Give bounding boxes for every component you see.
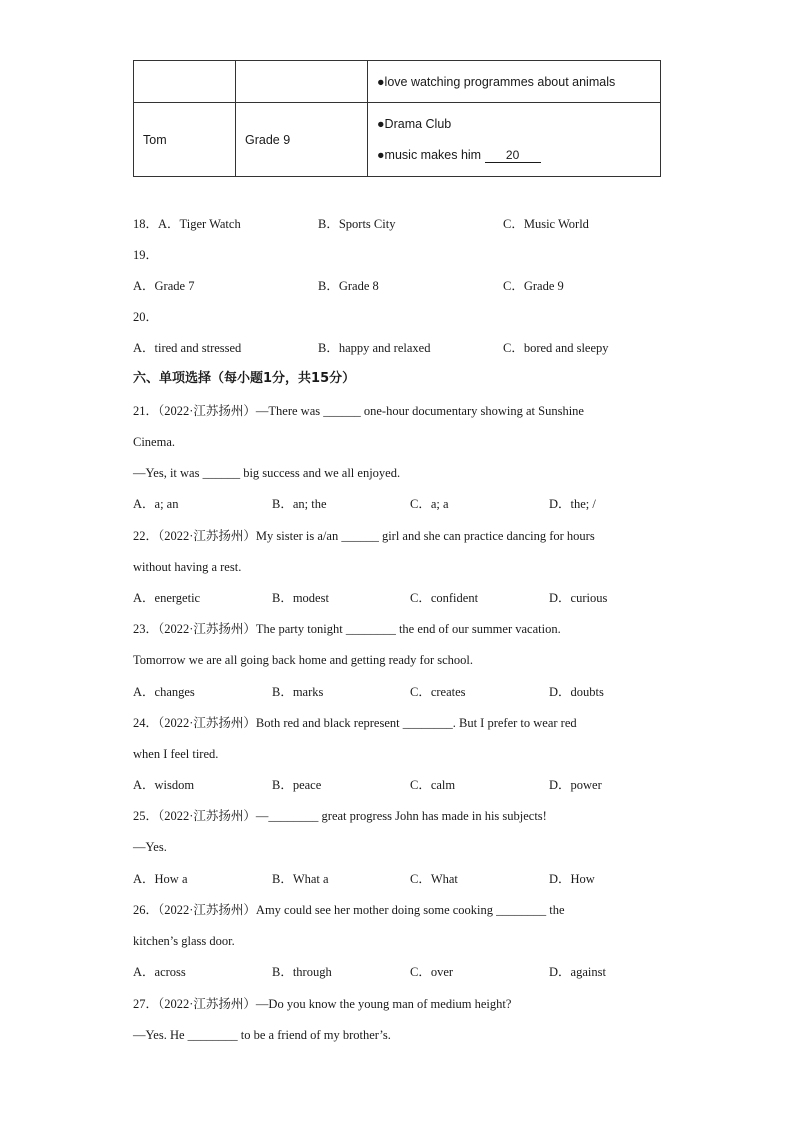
option-d: D．the; / <box>549 497 596 511</box>
option-c: C．calm <box>410 778 456 792</box>
option-b: B．modest <box>272 591 329 605</box>
question-25-line2: —Yes. <box>133 840 167 854</box>
option-c: C．creates <box>410 685 466 699</box>
table-row <box>134 103 661 177</box>
question-23-line1: 23．（2022·江苏扬州）The party tonight ________ the end of our summer vacation. <box>133 622 561 636</box>
detail-text: ●music makes him <box>377 147 482 162</box>
option-b: B．marks <box>272 685 324 699</box>
option-c: C．What <box>410 872 458 886</box>
option-b: B．peace <box>272 778 322 792</box>
question-26-line1: 26．（2022·江苏扬州）Amy could see her mother doing some cooking ________ the <box>133 903 565 917</box>
option-b: B．an; the <box>272 497 327 511</box>
table-cell <box>134 61 236 103</box>
table-row <box>134 61 661 103</box>
question-19-number: 19． <box>133 248 159 262</box>
question-21-line3: —Yes, it was ______ big success and we all enjoyed. <box>133 466 401 480</box>
option-c: C．a; a <box>410 497 449 511</box>
option-c: C．bored and sleepy <box>503 341 609 355</box>
option-b: B．happy and relaxed <box>318 341 431 355</box>
option-d: D．How <box>549 872 595 886</box>
option-c: C．Grade 9 <box>503 279 564 293</box>
question-24-line2: when I feel tired. <box>133 747 219 761</box>
question-21-line2: Cinema. <box>133 435 176 449</box>
table-cell <box>236 61 368 103</box>
option-d: D．against <box>549 965 606 979</box>
info-table <box>133 60 661 177</box>
detail-item: ●Drama Club <box>377 116 452 131</box>
question-27-line1: 27．（2022·江苏扬州）—Do you know the young man of medium height? <box>133 997 512 1011</box>
option-b: B．What a <box>272 872 329 886</box>
table-cell-grade: Grade 9 <box>236 103 368 177</box>
question-number: 18． <box>133 217 159 231</box>
option-a: A．tired and stressed <box>133 341 242 355</box>
question-23-line2: Tomorrow we are all going back home and getting ready for school. <box>133 653 473 667</box>
option-b: B．through <box>272 965 332 979</box>
question-26-line2: kitchen’s glass door. <box>133 934 235 948</box>
option-c: C．over <box>410 965 454 979</box>
option-a: A．Grade 7 <box>133 279 195 293</box>
table-cell: ●love watching programmes about animals <box>368 61 661 103</box>
option-a: A．Tiger Watch <box>158 217 241 231</box>
option-a: A．a; an <box>133 497 179 511</box>
question-21-line1: 21．（2022·江苏扬州）—There was ______ one-hour documentary showing at Sunshine <box>133 404 584 418</box>
option-d: D．power <box>549 778 602 792</box>
option-a: A．across <box>133 965 186 979</box>
table-cell-name: Tom <box>134 103 236 177</box>
question-20-number: 20． <box>133 310 159 324</box>
option-a: A．How a <box>133 872 188 886</box>
option-d: D．doubts <box>549 685 604 699</box>
option-a: A．wisdom <box>133 778 195 792</box>
option-b: B．Grade 8 <box>318 279 379 293</box>
question-22-line2: without having a rest. <box>133 560 242 574</box>
option-c: C．confident <box>410 591 479 605</box>
detail-item <box>377 140 651 171</box>
question-27-line2: —Yes. He ________ to be a friend of my brother’s. <box>133 1028 391 1042</box>
question-22-line1: 22．（2022·江苏扬州）My sister is a/an ______ girl and she can practice dancing for hours <box>133 529 595 543</box>
question-24-line1: 24．（2022·江苏扬州）Both red and black represent ________. But I prefer to wear red <box>133 716 577 730</box>
option-c: C．Music World <box>503 217 589 231</box>
answer-blank: 20 <box>485 148 541 163</box>
question-25-line1: 25．（2022·江苏扬州）—________ great progress John has made in his subjects! <box>133 809 547 823</box>
table-cell-details <box>368 103 661 177</box>
option-b: B．Sports City <box>318 217 396 231</box>
question-18 <box>133 216 241 232</box>
section-title: 六、单项选择（每小题1分，共15分） <box>133 371 356 386</box>
option-a: A．changes <box>133 685 195 699</box>
option-d: D．curious <box>549 591 608 605</box>
option-a: A．energetic <box>133 591 201 605</box>
